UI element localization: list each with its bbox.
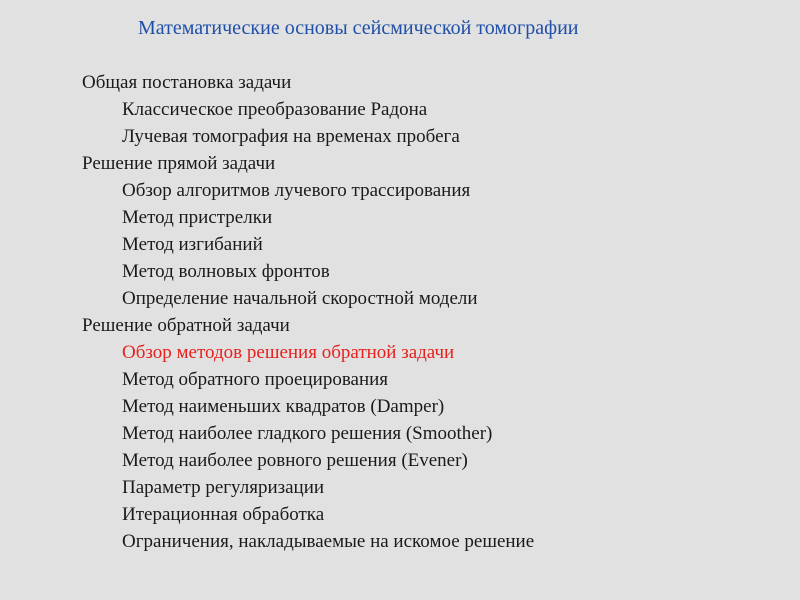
section-heading: Решение обратной задачи (82, 315, 290, 336)
subsection-item: Метод пристрелки (122, 207, 273, 228)
subsection-item: Метод обратного проецирования (122, 369, 389, 390)
subsection-item: Определение начальной скоростной модели (122, 288, 478, 309)
outline-list (82, 69, 534, 555)
subsection-item: Обзор методов решения обратной задачи (122, 342, 455, 363)
slide-title: Математические основы сейсмической томографии (138, 17, 579, 39)
subsection-item: Итерационная обработка (122, 504, 325, 525)
subsection-item: Метод наиболее гладкого решения (Smoother) (122, 423, 493, 444)
subsection-item: Обзор алгоритмов лучевого трассирования (122, 180, 471, 201)
subsection-item: Метод наименьших квадратов (Damper) (122, 396, 445, 417)
subsection-item: Метод волновых фронтов (122, 261, 330, 282)
subsection-item: Классическое преобразование Радона (122, 99, 428, 120)
section-heading: Общая постановка задачи (82, 72, 292, 93)
subsection-item: Лучевая томография на временах пробега (122, 126, 460, 147)
section-heading: Решение прямой задачи (82, 153, 276, 174)
subsection-item: Метод наиболее ровного решения (Evener) (122, 450, 468, 471)
subsection-item: Ограничения, накладываемые на искомое решение (122, 531, 535, 552)
subsection-item: Метод изгибаний (122, 234, 263, 255)
subsection-item: Параметр регуляризации (122, 477, 325, 498)
